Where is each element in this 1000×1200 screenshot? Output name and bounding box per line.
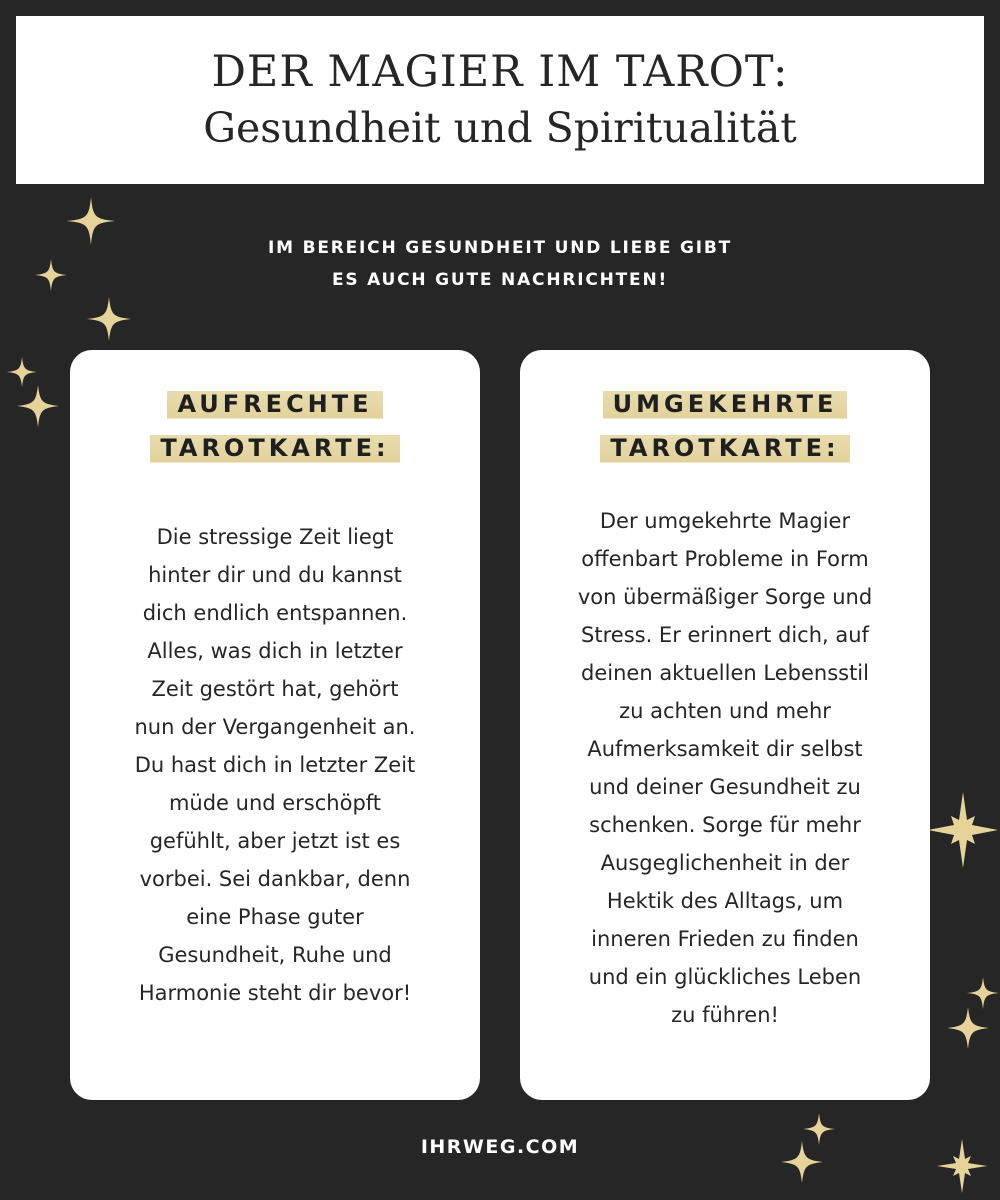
text-line: deinen aktuellen Lebensstil bbox=[581, 661, 869, 685]
reversed-card bbox=[520, 350, 930, 1100]
text-line: dich endlich entspannen. bbox=[142, 601, 408, 625]
text-line: Hektik des Alltags, um bbox=[606, 889, 844, 913]
reversed-card-text bbox=[550, 502, 900, 1034]
intro-line-2: ES AUCH GUTE NACHRICHTEN! bbox=[331, 270, 669, 290]
text-line: Aufmerksamkeit dir selbst bbox=[587, 737, 863, 761]
upright-card bbox=[70, 350, 480, 1100]
text-line: inneren Frieden zu finden bbox=[591, 927, 859, 951]
upright-card-text bbox=[100, 518, 450, 1012]
reversed-heading-line-1: UMGEKEHRTE bbox=[603, 384, 848, 424]
text-line: gefühlt, aber jetzt ist es bbox=[149, 829, 401, 853]
sparkle-star-icon bbox=[926, 790, 1000, 870]
text-line: und ein glückliches Leben bbox=[588, 965, 862, 989]
text-line: zu achten und mehr bbox=[619, 699, 831, 723]
intro-text bbox=[0, 232, 1000, 296]
sparkle-star-icon bbox=[86, 296, 132, 342]
text-line: vorbei. Sei dankbar, denn bbox=[139, 867, 411, 891]
text-line: Ausgeglichenheit in der bbox=[600, 851, 850, 875]
reversed-card-heading bbox=[520, 382, 930, 470]
text-line: Du hast dich in letzter Zeit bbox=[134, 753, 416, 777]
text-line: Die stressige Zeit liegt bbox=[156, 525, 394, 549]
sparkle-star-icon bbox=[16, 384, 60, 428]
text-line: Gesundheit, Ruhe und bbox=[158, 943, 392, 967]
title-banner bbox=[16, 16, 984, 184]
sparkle-star-icon bbox=[936, 1138, 988, 1194]
upright-heading-line-2: TAROTKARTE: bbox=[150, 428, 399, 468]
text-line: Zeit gestört hat, gehört bbox=[151, 677, 399, 701]
site-footer: IHRWEG.COM bbox=[420, 1136, 580, 1158]
sparkle-star-icon bbox=[66, 196, 116, 246]
page-subtitle: Gesundheit und Spiritualität bbox=[203, 104, 797, 152]
sparkle-star-icon bbox=[946, 1006, 990, 1050]
upright-heading-line-1: AUFRECHTE bbox=[167, 384, 382, 424]
page-title: DER MAGIER IM TAROT: bbox=[211, 47, 789, 97]
upright-card-heading bbox=[70, 382, 480, 470]
sparkle-star-icon bbox=[780, 1140, 824, 1184]
text-line: zu führen! bbox=[671, 1003, 779, 1027]
text-line: nun der Vergangenheit an. bbox=[134, 715, 416, 739]
sparkle-star-icon bbox=[34, 258, 68, 292]
text-line: und deiner Gesundheit zu bbox=[589, 775, 861, 799]
text-line: eine Phase guter bbox=[186, 905, 364, 929]
text-line: offenbart Probleme in Form bbox=[581, 547, 869, 571]
text-line: Der umgekehrte Magier bbox=[599, 509, 851, 533]
text-line: von übermäßiger Sorge und bbox=[577, 585, 873, 609]
text-line: müde und erschöpft bbox=[168, 791, 382, 815]
intro-line-1: IM BEREICH GESUNDHEIT UND LIEBE GIBT bbox=[268, 238, 732, 258]
sparkle-star-icon bbox=[966, 976, 1000, 1010]
text-line: Harmonie steht dir bevor! bbox=[138, 981, 412, 1005]
reversed-heading-line-2: TAROTKARTE: bbox=[600, 428, 849, 468]
text-line: Alles, was dich in letzter bbox=[147, 639, 403, 663]
text-line: Stress. Er erinnert dich, auf bbox=[581, 623, 869, 647]
text-line: hinter dir und du kannst bbox=[148, 563, 402, 587]
text-line: schenken. Sorge für mehr bbox=[589, 813, 861, 837]
